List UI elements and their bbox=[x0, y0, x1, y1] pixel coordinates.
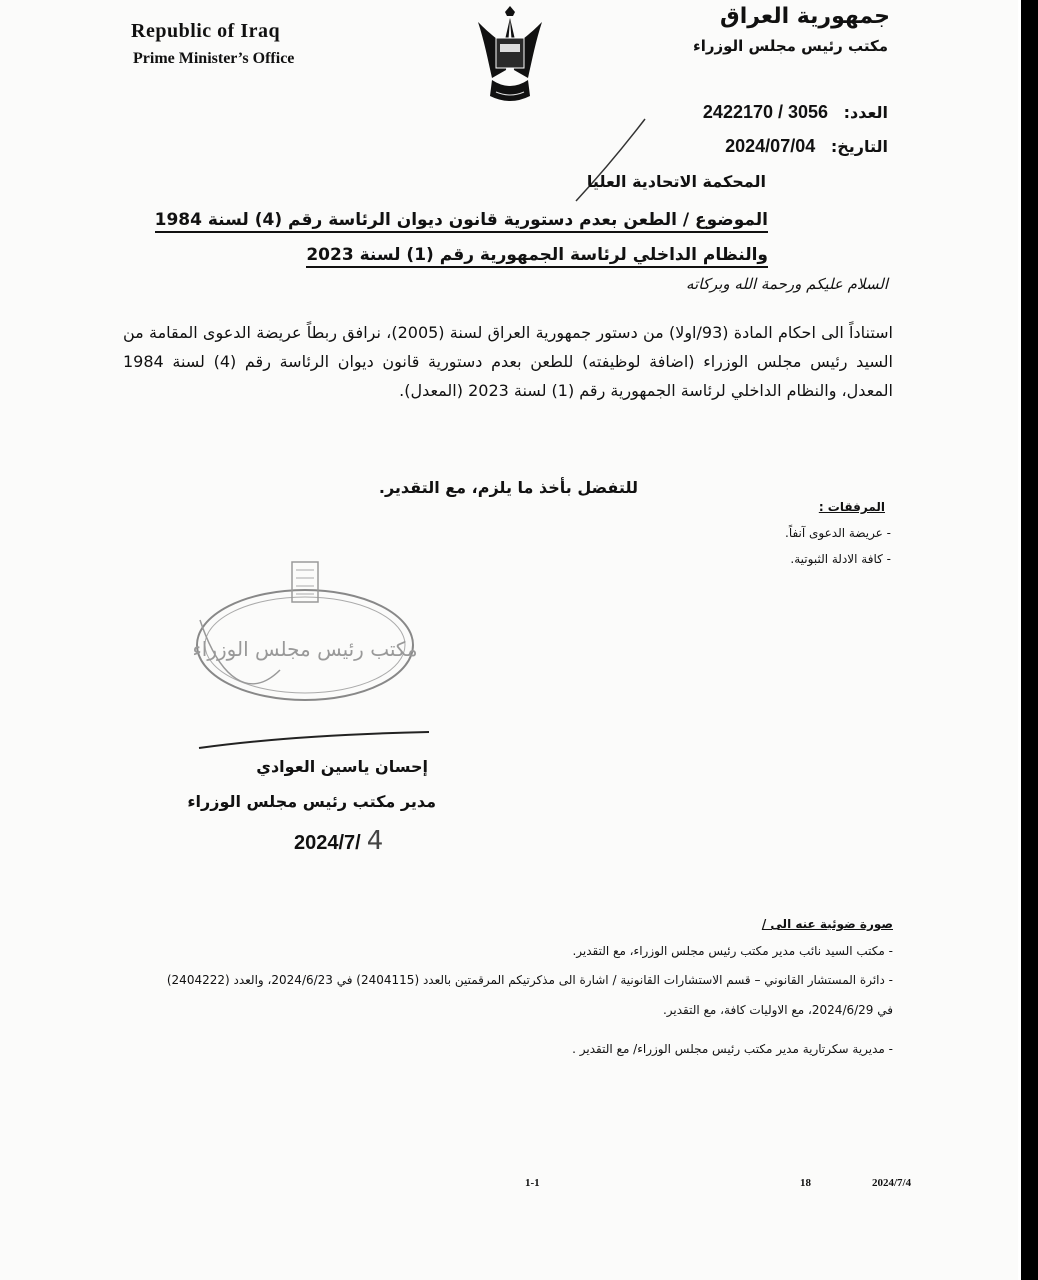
attachment-item: - عريضة الدعوى آنفاً. bbox=[785, 526, 891, 540]
page-edge bbox=[1018, 0, 1021, 1280]
signature-date-printed: 2024/7/ bbox=[294, 832, 361, 854]
subject-line-2 bbox=[306, 245, 768, 265]
copy-item: في 2024/6/29، مع الاوليات كافة، مع التقدير. bbox=[662, 1003, 893, 1017]
reference-value: 2422170 / 3056 bbox=[702, 102, 829, 122]
footer-date: 2024/7/4 bbox=[872, 1177, 912, 1189]
copy-item: - دائرة المستشار القانوني – قسم الاستشارات القانونية / اشارة الى مذكرتيكم المرقمتين بالعدد (2404115) في 2024/6/23، والعدد (2404222) bbox=[166, 973, 893, 987]
handwritten-mark bbox=[570, 115, 650, 205]
closing-line: للتفضل بأخذ ما يلزم، مع التقدير. bbox=[378, 478, 638, 497]
date-label: التاريخ: bbox=[830, 137, 888, 156]
subject-line-1 bbox=[155, 210, 768, 230]
subject-line-2-text: والنظام الداخلي لرئاسة الجمهورية رقم (1) لسنة 2023 bbox=[306, 245, 768, 268]
subject-line-1-text: الموضوع / الطعن بعدم دستورية قانون ديوان الرئاسة رقم (4) لسنة 1984 bbox=[155, 210, 768, 233]
attachment-item: - كافة الادلة الثبوتية. bbox=[790, 552, 891, 566]
copies-heading: صورة ضوئية عنه الى / bbox=[761, 917, 893, 931]
reference-number bbox=[703, 102, 888, 123]
footer-number: 18 bbox=[800, 1177, 811, 1189]
reference-label: العدد: bbox=[843, 103, 888, 122]
header-arabic-country: جمهورية العراق bbox=[720, 4, 890, 29]
office-stamp bbox=[190, 560, 420, 710]
footer-page: 1-1 bbox=[525, 1177, 540, 1189]
signature-date-handwritten: 4 bbox=[366, 826, 384, 856]
attachments-heading: المرفقات : bbox=[818, 500, 885, 514]
iraq-eagle-emblem-icon bbox=[470, 0, 550, 110]
stamp-text: مكتب رئيس مجلس الوزراء bbox=[192, 637, 418, 661]
date-value: 2024/07/04 bbox=[725, 136, 816, 156]
copy-item: - مديرية سكرتارية مدير مكتب رئيس مجلس الوزراء/ مع التقدير . bbox=[572, 1042, 893, 1056]
header-english-subtitle: Prime Minister’s Office bbox=[133, 50, 295, 67]
copy-item: - مكتب السيد نائب مدير مكتب رئيس مجلس الوزراء، مع التقدير. bbox=[572, 944, 893, 958]
signatory-title: مدير مكتب رئيس مجلس الوزراء bbox=[187, 792, 436, 811]
greeting: السلام عليكم ورحمة الله وبركاته bbox=[686, 275, 888, 293]
addressee: المحكمة الاتحادية العليا bbox=[586, 172, 766, 191]
header-arabic-office: مكتب رئيس مجلس الوزراء bbox=[693, 37, 888, 55]
letter-body: استناداً الى احكام المادة (93/اولا) من دستور جمهورية العراق لسنة (2005)، نرافق ربطاً عريضة الدعوى المقامة من السيد رئيس مجلس الوزراء (اضافة لوظيفته) للطعن بعدم دستورية قانون ديوان الرئاسة رقم (4) لسنة 1984 المعدل، والنظام الداخلي لرئاسة الجمهورية رقم (1) لسنة 2023 (المعدل). bbox=[123, 323, 894, 400]
document-date bbox=[725, 136, 888, 157]
signature-stroke bbox=[197, 728, 432, 750]
signature-date bbox=[294, 826, 383, 856]
header-english-title: Republic of Iraq bbox=[131, 20, 281, 42]
signatory-name: إحسان ياسين العوادي bbox=[256, 757, 428, 776]
